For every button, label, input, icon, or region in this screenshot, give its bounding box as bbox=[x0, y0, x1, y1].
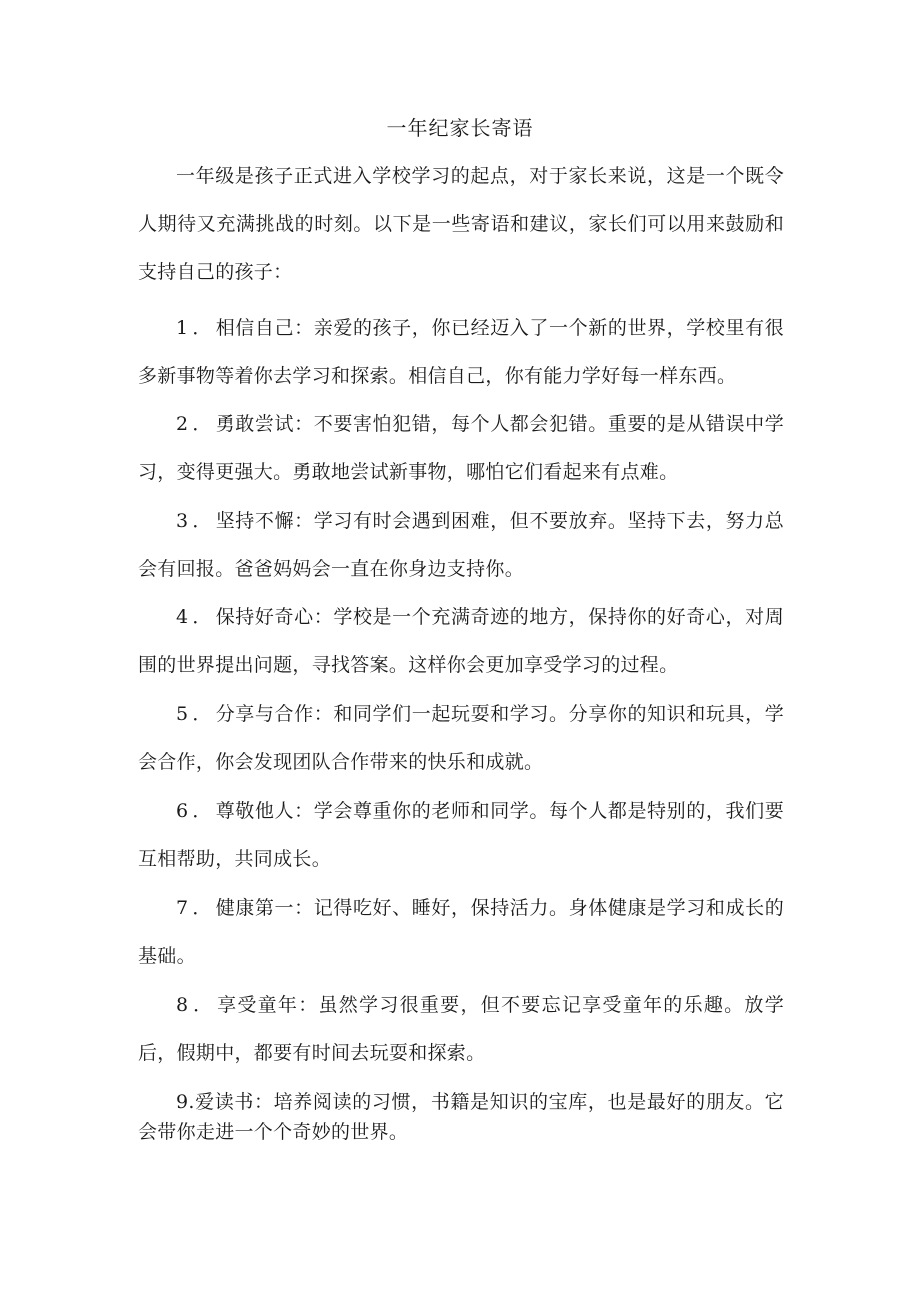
item-number: 7． bbox=[176, 897, 216, 919]
item-text: 爱读书：培养阅读的习惯，书籍是知识的宝库，也是最好的朋友。它会带你走进一个个奇妙的世界。 bbox=[138, 1091, 784, 1143]
list-item bbox=[138, 787, 784, 883]
page-title: 一年纪家长寄语 bbox=[386, 116, 534, 140]
item-text: 坚持不懈：学习有时会遇到困难，但不要放弃。坚持下去，努力总会有回报。爸爸妈妈会一直在你身边支持你。 bbox=[138, 510, 784, 580]
list-item bbox=[138, 690, 784, 786]
list-item bbox=[138, 497, 784, 593]
item-number: 1． bbox=[176, 317, 216, 339]
item-number: 2． bbox=[176, 413, 216, 435]
list-item bbox=[138, 593, 784, 689]
item-text: 勇敢尝试：不要害怕犯错，每个人都会犯错。重要的是从错误中学习，变得更强大。勇敢地尝试新事物，哪怕它们看起来有点难。 bbox=[138, 413, 784, 483]
item-number: 5． bbox=[176, 703, 216, 725]
intro-paragraph: 一年级是孩子正式进入学校学习的起点，对于家长来说，这是一个既令人期待又充满挑战的时刻。以下是一些寄语和建议，家长们可以用来鼓励和支持自己的孩子： bbox=[138, 165, 784, 283]
list-item bbox=[138, 884, 784, 980]
item-text: 保持好奇心：学校是一个充满奇迹的地方，保持你的好奇心，对周围的世界提出问题，寻找答案。这样你会更加享受学习的过程。 bbox=[138, 606, 784, 676]
item-text: 分享与合作：和同学们一起玩耍和学习。分享你的知识和玩具，学会合作，你会发现团队合作带来的快乐和成就。 bbox=[138, 703, 784, 773]
item-text: 尊敬他人：学会尊重你的老师和同学。每个人都是特别的，我们要互相帮助，共同成长。 bbox=[138, 800, 784, 870]
item-number: 8． bbox=[176, 994, 218, 1016]
item-text: 健康第一：记得吃好、睡好，保持活力。身体健康是学习和成长的基础。 bbox=[138, 897, 784, 967]
list-item bbox=[138, 400, 784, 496]
list-item bbox=[138, 1087, 784, 1147]
list-item bbox=[138, 304, 784, 400]
item-number: 6． bbox=[176, 800, 216, 822]
item-number: 4． bbox=[176, 606, 216, 628]
item-text: 相信自己：亲爱的孩子，你已经迈入了一个新的世界，学校里有很多新事物等着你去学习和探索。相信自己，你有能力学好每一样东西。 bbox=[138, 317, 784, 387]
list-item bbox=[138, 981, 784, 1077]
item-text: 享受童年：虽然学习很重要，但不要忘记享受童年的乐趣。放学后，假期中，都要有时间去玩耍和探索。 bbox=[138, 994, 784, 1064]
item-number: 9. bbox=[176, 1091, 195, 1113]
item-number: 3． bbox=[176, 510, 216, 532]
